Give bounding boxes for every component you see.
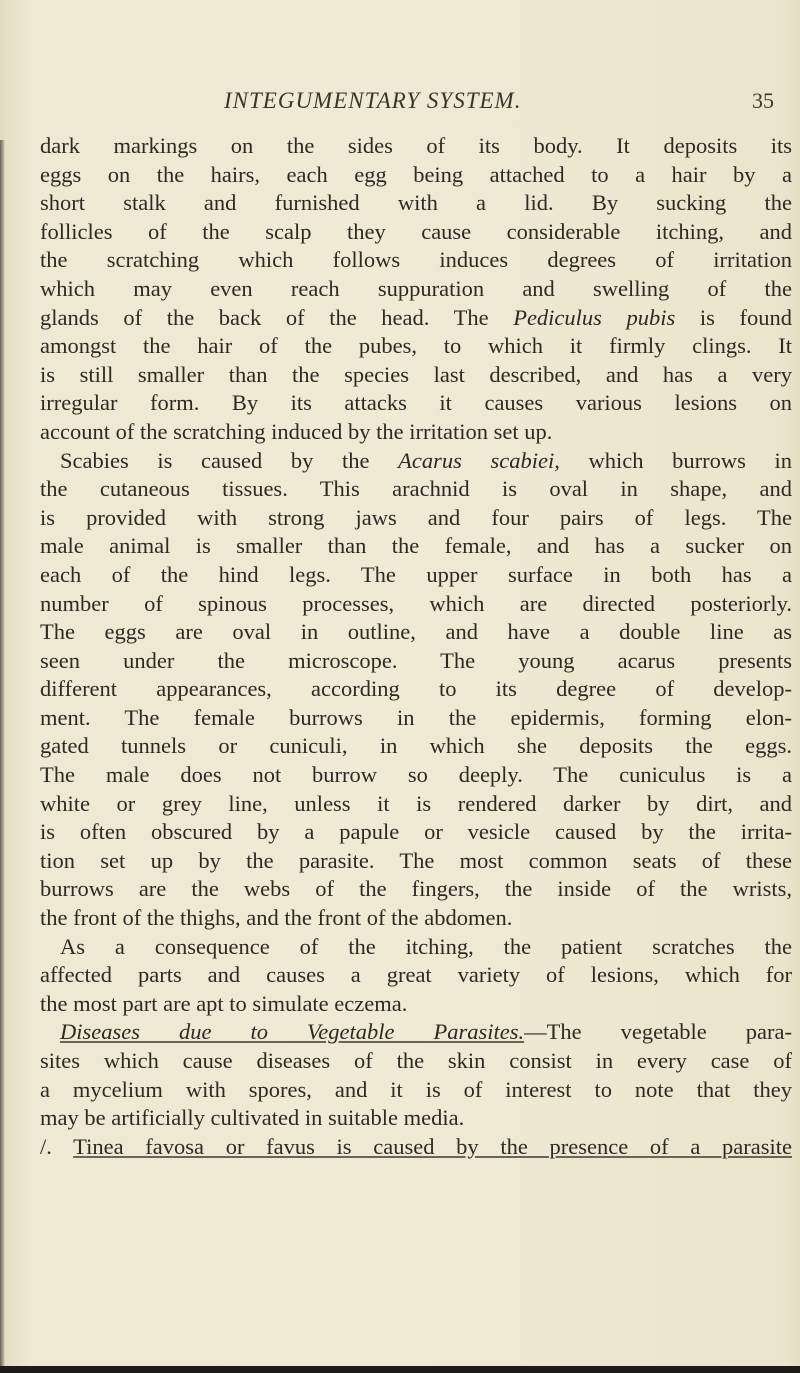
text-line [40, 647, 792, 676]
text-segment: Acarus scabiei, [398, 447, 560, 473]
text-line [40, 132, 792, 161]
text-line [40, 304, 792, 333]
text-line [40, 1133, 792, 1162]
text-segment: Scabies is caused by the [60, 447, 399, 473]
text-segment: eggs on the hairs, each egg being attached to a hair by a [40, 161, 792, 187]
text-segment: sites which cause diseases of the skin consist in every case of [40, 1048, 792, 1073]
text-segment: white or grey line, unless it is rendered darker by dirt, and [40, 790, 792, 816]
text-line [40, 361, 792, 390]
text-line [40, 1018, 792, 1047]
text-segment: The eggs are oval in outline, and have a double line as [40, 619, 792, 645]
text-segment: a mycelium with spores, and it is of interest to note that they [40, 1076, 792, 1102]
text-line [40, 790, 792, 819]
text-segment: is found [675, 304, 793, 330]
text-line [40, 1047, 792, 1076]
text-segment: each of the hind legs. The upper surface in both has a [40, 561, 792, 587]
text-segment: ment. The female burrows in the epidermis, forming elon- [40, 704, 792, 730]
text-segment: burrows are the webs of the fingers, the inside of the wrists, [40, 876, 792, 902]
text-segment: which may even reach suppuration and swelling of the [40, 275, 792, 301]
text-line [40, 732, 792, 761]
text-segment: which burrows in [559, 447, 792, 473]
text-segment: is still smaller than the species last described, and has a very [40, 361, 792, 387]
text-line [40, 904, 792, 933]
text-line [40, 389, 792, 418]
text-segment: is provided with strong jaws and four pairs of legs. The [40, 504, 792, 530]
text-line [40, 590, 792, 619]
text-segment: number of spinous processes, which are directed posteriorly. [40, 590, 792, 616]
text-segment: amongst the hair of the pubes, to which it firmly clings. It [40, 333, 792, 359]
text-segment: is often obscured by a papule or vesicle caused by the irrita- [40, 819, 792, 845]
text-segment: short stalk and furnished with a lid. By sucking the [40, 190, 792, 216]
text-line [40, 189, 792, 218]
text-segment: Diseases due to Vegetable Parasites. [60, 1019, 525, 1045]
text-line [40, 704, 792, 733]
text-line [40, 961, 792, 990]
running-title: INTEGUMENTARY SYSTEM. [224, 88, 522, 113]
text-line [40, 761, 792, 790]
text-segment: account of the scratching induced by the irritation set up. [40, 418, 553, 444]
text-line [40, 1104, 792, 1133]
text-segment: affected parts and causes a great variety of lesions, which for [40, 962, 792, 988]
text-segment: male animal is smaller than the female, and has a sucker on [40, 533, 792, 559]
text-segment: Tinea favosa or favus is caused by the presence of a parasite [73, 1133, 792, 1159]
text-line [40, 532, 792, 561]
text-line [40, 504, 792, 533]
text-line [40, 275, 792, 304]
text-segment: may be artificially cultivated in suitable media. [40, 1105, 465, 1131]
text-line [40, 218, 792, 247]
page-number: 35 [752, 88, 774, 113]
text-segment: different appearances, according to its degree of develop- [40, 676, 792, 702]
text-line [40, 818, 792, 847]
text-line [40, 418, 792, 447]
text-segment: dark markings on the sides of its body. It deposits its [40, 133, 792, 158]
page-bottom-edge [0, 1366, 800, 1373]
text-segment: the cutaneous tissues. This arachnid is oval in shape, and [40, 476, 792, 502]
text-line [40, 675, 792, 704]
text-line [40, 332, 792, 361]
text-line [40, 1076, 792, 1105]
text-line [40, 933, 792, 962]
text-segment: the front of the thighs, and the front of the abdomen. [40, 905, 513, 931]
page-header [0, 76, 800, 116]
text-segment: the most part are apt to simulate eczema. [40, 990, 408, 1016]
text-segment: irregular form. By its attacks it causes various lesions on [40, 390, 792, 416]
text-segment: The male does not burrow so deeply. The cuniculus is a [40, 762, 792, 788]
text-line [40, 447, 792, 476]
text-line [40, 246, 792, 275]
text-line [40, 561, 792, 590]
text-segment: glands of the back of the head. The [40, 304, 514, 330]
text-line [40, 161, 792, 190]
text-segment: /. [40, 1133, 74, 1159]
text-segment: As a consequence of the itching, the patient scratches the [60, 933, 792, 959]
text-line [40, 990, 792, 1019]
text-segment: Pediculus pubis [513, 304, 676, 330]
text-line [40, 475, 792, 504]
text-line [40, 847, 792, 876]
text-segment: follicles of the scalp they cause considerable itching, and [40, 218, 792, 244]
text-line [40, 875, 792, 904]
text-segment: gated tunnels or cuniculi, in which she deposits the eggs. [40, 733, 792, 759]
body-text [40, 132, 792, 1161]
text-segment: —The vegetable para- [524, 1019, 792, 1045]
text-line [40, 618, 792, 647]
text-segment: seen under the microscope. The young acarus presents [40, 647, 792, 673]
page-binding-edge [0, 140, 5, 1370]
text-segment: the scratching which follows induces degrees of irritation [40, 247, 792, 273]
text-segment: tion set up by the parasite. The most common seats of these [40, 847, 792, 873]
